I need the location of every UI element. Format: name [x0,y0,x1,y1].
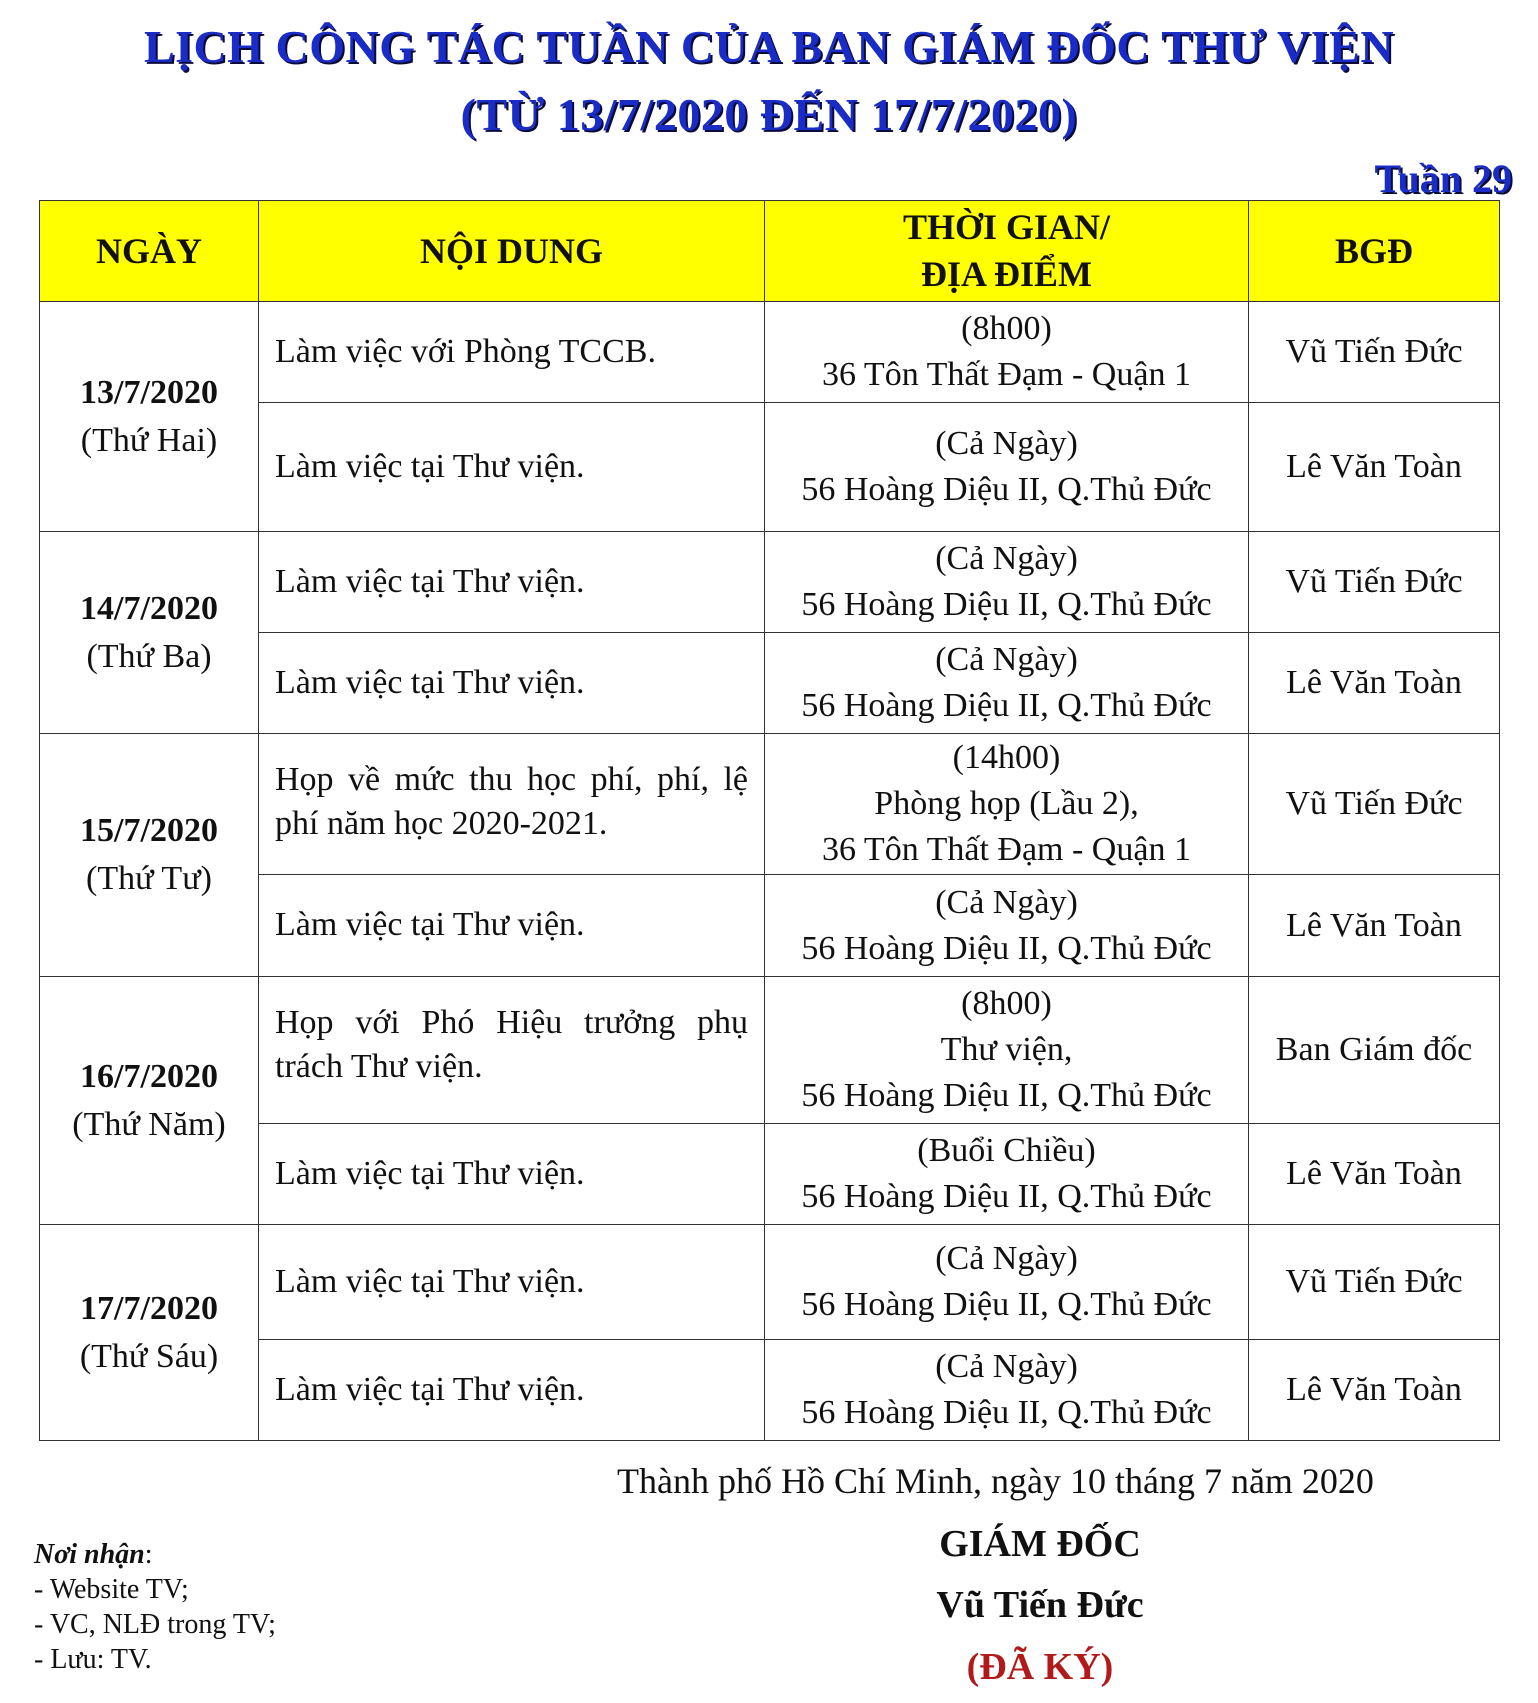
recipient-item: - VC, NLĐ trong TV; [34,1609,276,1640]
header-dia-diem: ĐỊA ĐIỂM [920,254,1093,294]
time-place-cell [765,633,1249,734]
table-row [40,977,1500,1124]
weekday: (Thứ Sáu) [79,1337,219,1375]
table-row [40,532,1500,633]
table-row [40,302,1500,403]
person-cell: Lê Văn Toàn [1249,1124,1500,1225]
content-cell: Họp về mức thu học phí, phí, lệ phí năm học 2020-2021. [259,734,765,875]
time-place-cell [765,875,1249,977]
weekday: (Thứ Tư) [86,860,212,897]
time-place-cell [765,734,1249,875]
content-cell: Làm việc tại Thư viện. [259,875,765,977]
weekday: (Thứ Hai) [80,421,218,459]
date: 17/7/2020 [80,1289,218,1327]
table-row [40,1340,1500,1441]
table-row [40,1225,1500,1340]
schedule-table [39,200,1500,1441]
recipients-heading: Nơi nhận [34,1539,145,1570]
person-cell: Vũ Tiến Đức [1249,1225,1500,1340]
document-title: LỊCH CÔNG TÁC TUẦN CỦA BAN GIÁM ĐỐC THƯ VIỆN [143,21,1395,72]
header-thoi-gian-dia-diem [765,201,1249,302]
place: Phòng họp (Lầu 2), [874,785,1139,823]
time: (Cả Ngày) [935,1348,1078,1386]
week-label: Tuần 29 [1374,156,1512,201]
recipients-block [34,1537,276,1677]
content-cell: Làm việc tại Thư viện. [259,633,765,734]
time: (Cả Ngày) [935,641,1078,679]
date: 16/7/2020 [80,1057,218,1095]
person-cell: Vũ Tiến Đức [1249,302,1500,403]
place: 56 Hoàng Diệu II, Q.Thủ Đức [801,1394,1212,1431]
content-cell: Làm việc tại Thư viện. [259,532,765,633]
recipients-heading-line [34,1537,276,1572]
time-place-cell [765,1225,1249,1340]
time: (8h00) [961,985,1052,1023]
time-place-cell [765,977,1249,1124]
place: 56 Hoàng Diệu II, Q.Thủ Đức [801,1178,1212,1215]
person-cell: Lê Văn Toàn [1249,403,1500,532]
person-cell: Ban Giám đốc [1249,977,1500,1124]
time: (14h00) [952,739,1061,777]
header-bgd: BGĐ [1249,201,1500,302]
time: (Buổi Chiều) [917,1132,1096,1170]
place: 56 Hoàng Diệu II, Q.Thủ Đức [801,929,1212,967]
date: 13/7/2020 [80,373,218,411]
content-cell: Làm việc tại Thư viện. [259,1124,765,1225]
place-address: 56 Hoàng Diệu II, Q.Thủ Đức [801,1076,1212,1114]
date: 14/7/2020 [80,589,218,627]
content-cell: Làm việc với Phòng TCCB. [259,302,765,403]
date-cell [40,302,259,532]
date: 15/7/2020 [80,812,218,850]
recipient-item: - Lưu: TV. [34,1644,152,1675]
table-row [40,403,1500,532]
table-row [40,734,1500,875]
header-thoi-gian: THỜI GIAN/ [902,207,1111,248]
place: 36 Tôn Thất Đạm - Quận 1 [822,356,1191,393]
table-row [40,1124,1500,1225]
table-row [40,633,1500,734]
person-cell: Vũ Tiến Đức [1249,734,1500,875]
recipient-item: - Website TV; [34,1574,189,1605]
person-cell: Lê Văn Toàn [1249,1340,1500,1441]
time: (Cả Ngày) [935,883,1078,921]
place: 56 Hoàng Diệu II, Q.Thủ Đức [801,586,1212,623]
signed-status: (ĐÃ KÝ) [966,1646,1114,1688]
time-place-cell [765,532,1249,633]
time-place-cell [765,1340,1249,1441]
place-address: 36 Tôn Thất Đạm - Quận 1 [822,830,1191,868]
table-row [40,875,1500,977]
date-cell [40,734,259,977]
date-cell [40,977,259,1225]
time: (Cả Ngày) [935,1240,1078,1278]
header-ngay: NGÀY [40,201,259,302]
content-cell: Làm việc tại Thư viện. [259,1225,765,1340]
place: 56 Hoàng Diệu II, Q.Thủ Đức [801,1286,1212,1323]
time: (8h00) [961,310,1052,348]
content-cell: Làm việc tại Thư viện. [259,1340,765,1441]
content-cell: Làm việc tại Thư viện. [259,403,765,532]
time-place-cell [765,1124,1249,1225]
recipients-colon: : [144,1539,153,1570]
time: (Cả Ngày) [935,540,1078,578]
signer-title: GIÁM ĐỐC [939,1523,1141,1565]
weekday: (Thứ Năm) [72,1105,226,1143]
weekday: (Thứ Ba) [86,637,212,675]
person-cell: Vũ Tiến Đức [1249,532,1500,633]
signer-name: Vũ Tiến Đức [936,1584,1144,1626]
place: 56 Hoàng Diệu II, Q.Thủ Đức [801,687,1212,724]
content-cell: Họp với Phó Hiệu trưởng phụ trách Thư viện. [259,977,765,1124]
person-cell: Lê Văn Toàn [1249,633,1500,734]
time: (Cả Ngày) [935,425,1078,463]
person-cell: Lê Văn Toàn [1249,875,1500,977]
table-header-row [40,201,1500,302]
time-place-cell [765,403,1249,532]
place: Thư viện, [940,1031,1073,1069]
place-and-date: Thành phố Hồ Chí Minh, ngày 10 tháng 7 năm 2020 [617,1461,1374,1501]
time-place-cell [765,302,1249,403]
document-date-range: (TỪ 13/7/2020 ĐẾN 17/7/2020) [460,89,1078,140]
place: 56 Hoàng Diệu II, Q.Thủ Đức [801,471,1212,508]
date-cell [40,1225,259,1441]
date-cell [40,532,259,734]
header-noi-dung: NỘI DUNG [259,201,765,302]
